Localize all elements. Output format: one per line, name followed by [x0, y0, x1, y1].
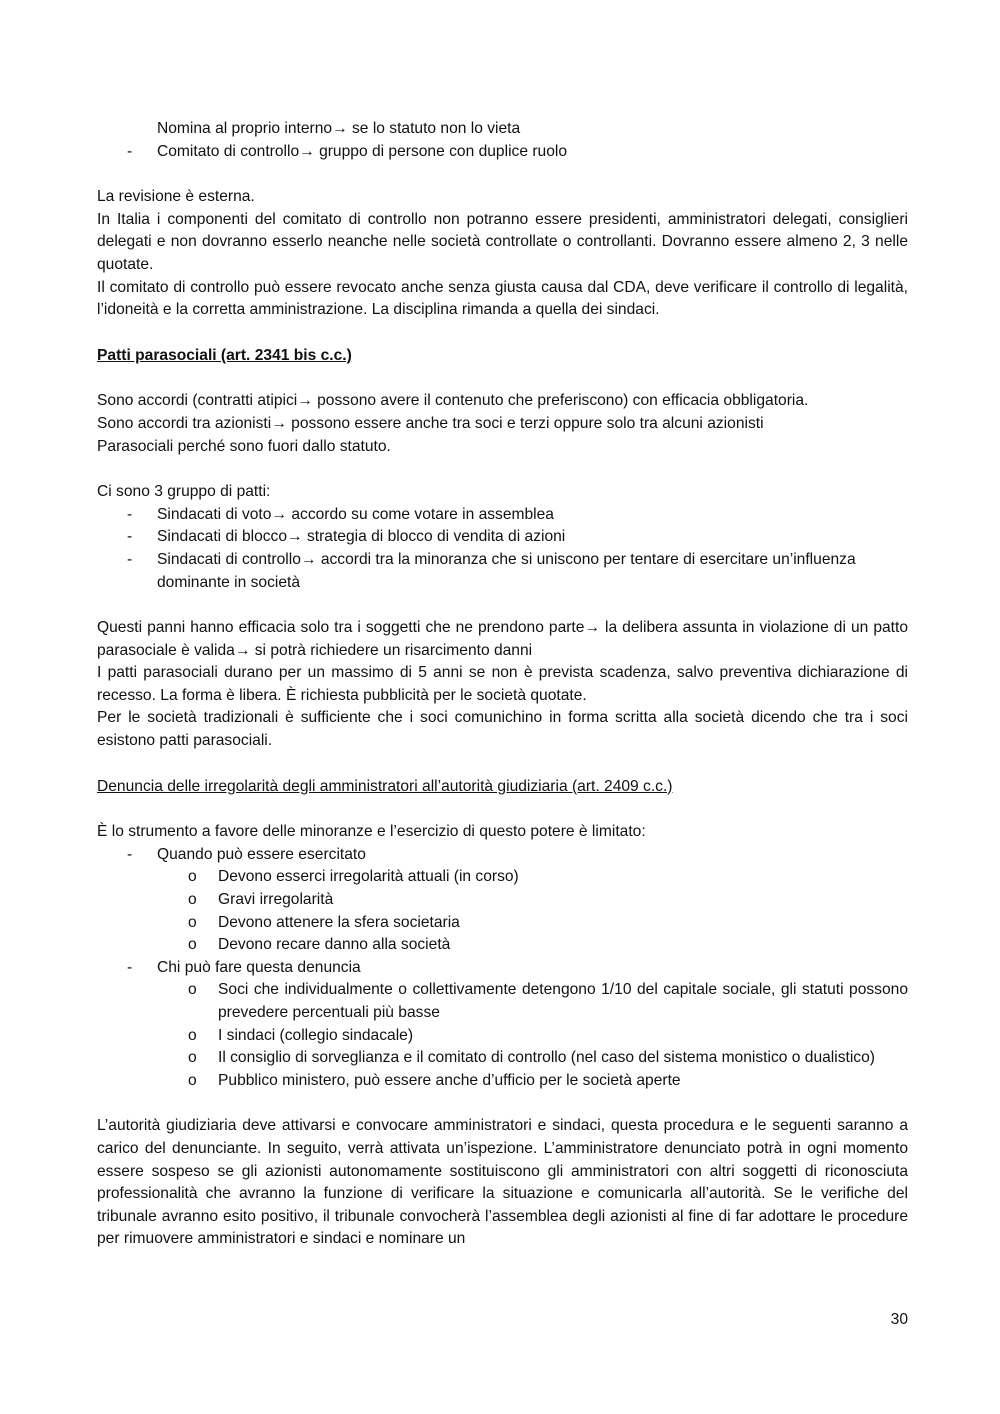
denuncia-paragraph-1: È lo strumento a favore delle minoranze e l’esercizio di questo potere è limitato: [97, 823, 646, 841]
circle-marker: o [188, 981, 197, 999]
patti-paragraph-4: Questi panni hanno efficacia solo tra i soggetti che ne prendono parte→ la delibera assunta in violazione di un patto parasociale è valida→ si potrà richiedere un risarcimento danni [97, 619, 908, 659]
patti-paragraph-3: Parasociali perché sono fuori dallo statuto. [97, 437, 391, 455]
dash-marker: - [127, 528, 133, 546]
list-item-chi [97, 957, 908, 980]
circle-marker: o [188, 891, 197, 909]
sublist-item [97, 866, 908, 889]
patti-paragraph-2: Sono accordi tra azionisti→ possono essere anche tra soci e terzi oppure solo tra alcuni azionisti [97, 414, 764, 432]
sublist-item [97, 1047, 908, 1070]
sublist-item [97, 1025, 908, 1048]
page-number: 30 [890, 1311, 908, 1328]
sublist-item-text: Il consiglio di sorveglianza e il comitato di controllo (nel caso del sistema monistico o dualistico) [218, 1049, 875, 1067]
circle-marker: o [188, 913, 197, 931]
list-item-text: Comitato di controllo→ gruppo di persone con duplice ruolo [157, 142, 568, 160]
circle-marker: o [188, 1071, 197, 1089]
list-item-text: Sindacati di blocco→ strategia di blocco di vendita di azioni [157, 528, 566, 546]
sublist-item [97, 934, 908, 957]
patti-paragraph-5: I patti parasociali durano per un massimo di 5 anni se non è prevista scadenza, salvo preventiva dichiarazione di recesso. La forma è libera. È richiesta pubblicità per le società quotate. [97, 664, 908, 704]
sublist-item-text: Soci che individualmente o collettivamente detengono 1/10 del capitale sociale, gli statuti possono prevedere percentuali più basse [218, 981, 908, 1021]
denuncia-paragraph-2: L’autorità giudiziaria deve attivarsi e convocare amministratori e sindaci, questa procedura e le seguenti saranno a carico del denunciante. In seguito, verrà attivata un’ispezione. L’amministratore denunciato potrà in ogni momento essere sospeso se gli azionisti autonomamente sostituiscono gli amministratori con altri soggetti di riconosciuta professionalità che avranno la funzione di verificare la situazione e comunicarla all’autorità. Se le verifiche del tribunale avranno esito positivo, il tribunale convocherà l’assemblea degli azionisti al fine di far adottare le procedure per rimuovere amministratori e sindaci e nominare un [97, 1117, 908, 1248]
circle-marker: o [188, 936, 197, 954]
list-item-text: Quando può essere esercitato [157, 845, 366, 863]
document-page [97, 118, 908, 1251]
list-item-text: Chi può fare questa denuncia [157, 958, 361, 976]
sublist-item-text: Devono esserci irregolarità attuali (in corso) [218, 868, 519, 886]
list-item-sindacati-blocco [97, 526, 908, 549]
sublist-item [97, 979, 908, 1024]
list-item-text: Sindacati di controllo→ accordi tra la minoranza che si uniscono per tentare di esercitare un’influenza dominante in società [157, 550, 856, 591]
dash-marker: - [127, 142, 133, 160]
dash-marker: - [127, 505, 133, 523]
circle-marker: o [188, 1026, 197, 1044]
denuncia-heading: Denuncia delle irregolarità degli amministratori all’autorità giudiziaria (art. 2409 c.c.) [97, 777, 673, 795]
sublist-item-text: Pubblico ministero, può essere anche d’ufficio per le società aperte [218, 1071, 681, 1089]
sublist-item-text: Devono recare danno alla società [218, 936, 451, 954]
dash-marker: - [127, 958, 133, 976]
circle-marker: o [188, 868, 197, 886]
patti-heading: Patti parasociali (art. 2341 bis c.c.) [97, 346, 352, 364]
circle-marker: o [188, 1049, 197, 1067]
list-item-sindacati-voto [97, 504, 908, 527]
sublist-item [97, 1070, 908, 1093]
sublist-item-text: I sindaci (collegio sindacale) [218, 1026, 414, 1044]
list-item-sindacati-controllo [97, 549, 908, 594]
sublist-item-text: Devono attenere la sfera societaria [218, 913, 460, 931]
sublist-item [97, 889, 908, 912]
list-item-text: Sindacati di voto→ accordo su come votare in assemblea [157, 505, 554, 523]
patti-paragraph-6: Per le società tradizionali è sufficiente che i soci comunichino in forma scritta alla società dicendo che tra i soci esistono patti parasociali. [97, 709, 908, 750]
revisione-paragraph-1: La revisione è esterna. [97, 188, 255, 206]
revisione-paragraph-2: In Italia i componenti del comitato di controllo non potranno essere presidenti, amministratori delegati, consiglieri delegati e non dovranno esserlo neanche nelle società controllate o controllanti. Dovranno essere almeno 2, 3 nelle quotate. [97, 210, 908, 273]
list-item-comitato [97, 141, 908, 164]
dash-marker: - [127, 845, 133, 863]
revisione-paragraph-3: Il comitato di controllo può essere revocato anche senza giusta causa dal CDA, deve verificare il controllo di legalità, l’idoneità e la corretta amministrazione. La disciplina rimanda a quella dei sindaci. [97, 278, 908, 319]
patti-groups-intro: Ci sono 3 gruppo di patti: [97, 483, 271, 501]
sublist-item-text: Gravi irregolarità [218, 891, 334, 909]
sublist-item [97, 912, 908, 935]
list-item-quando [97, 844, 908, 867]
patti-paragraph-1: Sono accordi (contratti atipici→ possono avere il contenuto che preferiscono) con efficacia obbligatoria. [97, 392, 809, 410]
dash-marker: - [127, 550, 133, 568]
nomina-line: Nomina al proprio interno→ se lo statuto non lo vieta [157, 120, 521, 137]
